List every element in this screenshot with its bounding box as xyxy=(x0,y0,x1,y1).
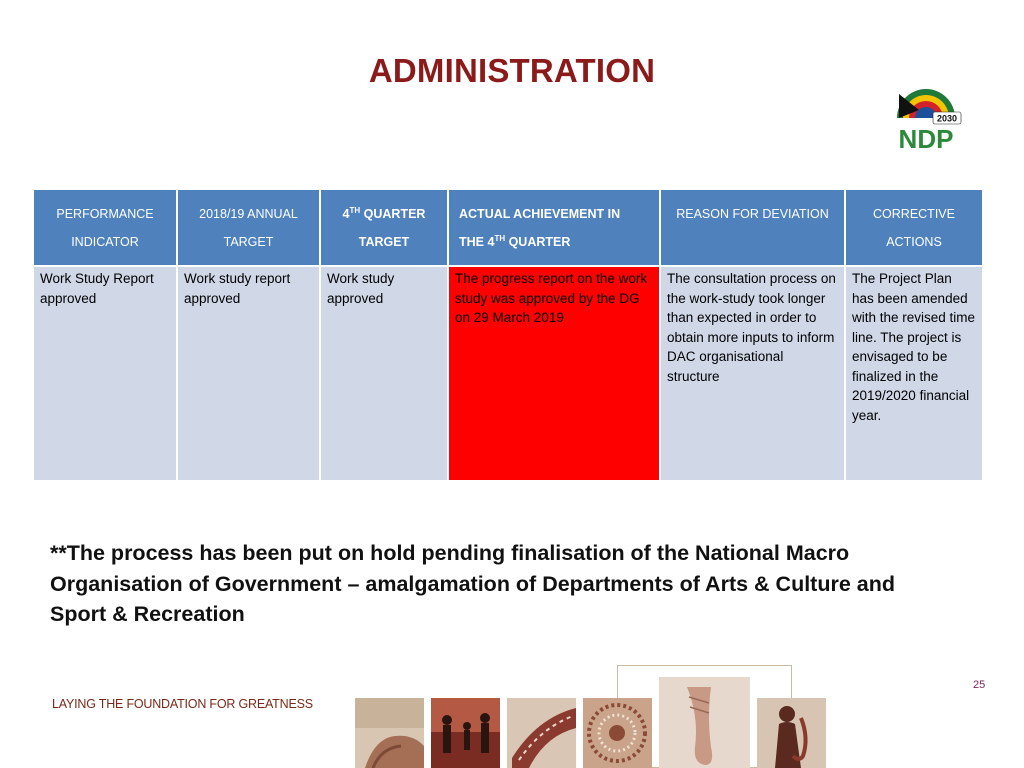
cell-annual-target: Work study report approved xyxy=(177,266,320,480)
cell-reason-for-deviation: The consultation process on the work-study took longer than expected in order to obtain more inputs to inform DAC organisational structure xyxy=(660,266,845,480)
page-number: 25 xyxy=(973,679,986,691)
cell-actual-achievement: The progress report on the work study was approved by the DG on 29 March 2019 xyxy=(448,266,660,480)
header-annual-target: 2018/19 ANNUAL TARGET xyxy=(177,190,320,266)
slide-title: ADMINISTRATION xyxy=(368,52,656,89)
family-silhouette-image xyxy=(431,698,500,768)
header-reason-for-deviation: REASON FOR DEVIATION xyxy=(660,190,845,266)
ballet-shoes-image xyxy=(659,677,750,768)
film-reel-image xyxy=(507,698,576,768)
cell-corrective-actions: The Project Plan has been amended with the revised time line. The project is envisaged to be finalized in the 2019/2020 financial year. xyxy=(845,266,982,480)
process-note: **The process has been put on hold pending finalisation of the National Macro Organisation of Government – amalgamation of Departments of Arts & Culture and Sport & Recreation xyxy=(50,541,895,626)
braille-reading-image xyxy=(355,698,424,768)
table-header-row xyxy=(34,190,982,266)
performance-table xyxy=(34,190,982,480)
header-actual-achievement: ACTUAL ACHIEVEMENT IN THE 4TH QUARTER xyxy=(448,190,660,266)
ndp-logo xyxy=(889,84,963,154)
header-quarter-target: 4TH QUARTER TARGET xyxy=(320,190,448,266)
table-row xyxy=(34,266,982,480)
header-performance-indicator: PERFORMANCE INDICATOR xyxy=(34,190,177,266)
cell-performance-indicator: Work Study Report approved xyxy=(34,266,177,480)
saxophone-player-image xyxy=(757,698,826,768)
header-corrective-actions: CORRECTIVE ACTIONS xyxy=(845,190,982,266)
logo-text: NDP xyxy=(898,124,954,154)
logo-year: 2030 xyxy=(936,113,958,124)
footer-tagline: LAYING THE FOUNDATION FOR GREATNESS xyxy=(52,697,313,711)
beadwork-pattern-image xyxy=(583,698,652,768)
cell-quarter-target: Work study approved xyxy=(320,266,448,480)
